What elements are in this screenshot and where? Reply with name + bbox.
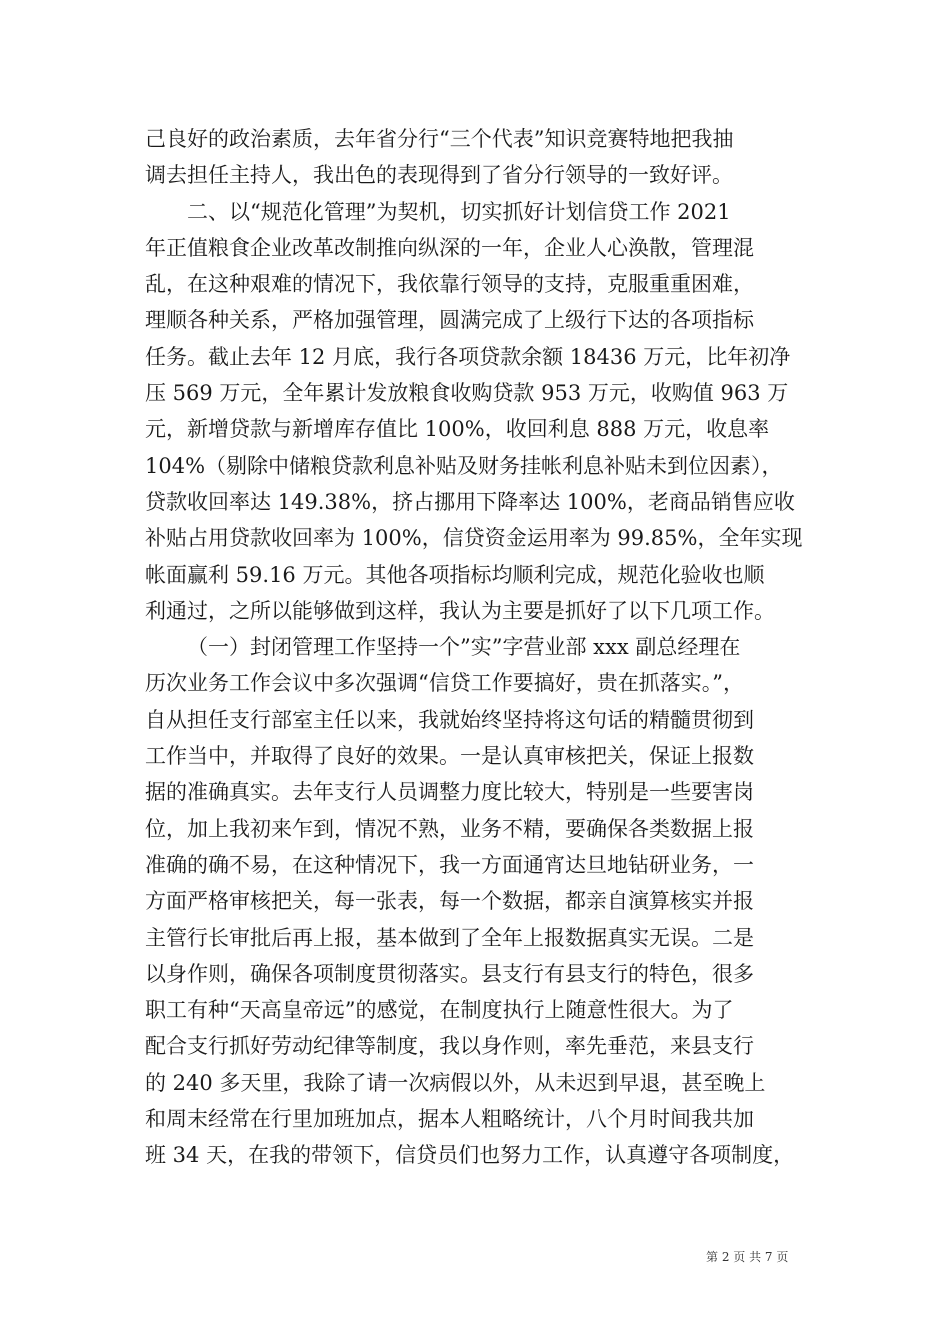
body-text	[145, 121, 815, 1174]
text-line: 年正值粮食企业改革改制推向纵深的一年，企业人心涣散，管理混	[145, 235, 754, 260]
text-line: 班 34 天，在我的带领下，信贷员们也努力工作，认真遵守各项制度，	[145, 1143, 795, 1168]
text-line: 补贴占用贷款收回率为 100%，信贷资金运用率为 99.85%，全年实现	[145, 526, 803, 551]
section-heading-line: 二、以“规范化管理”为契机，切实抓好计划信贷工作 2021	[187, 199, 731, 224]
text-line: 帐面赢利 59.16 万元。其他各项指标均顺利完成，规范化验收也顺	[145, 562, 765, 587]
text-line: 以身作则，确保各项制度贯彻落实。县支行有县支行的特色，很多	[145, 961, 754, 986]
subsection-heading-line: （一）封闭管理工作坚持一个”实”字营业部 xxx 副总经理在	[187, 635, 741, 660]
text-line: 元，新增贷款与新增库存值比 100%，收回利息 888 万元，收息率	[145, 417, 770, 442]
text-line: 自从担任支行部室主任以来，我就始终坚持将这句话的精髓贯彻到	[145, 707, 754, 732]
text-line: 位，加上我初来乍到，情况不熟，业务不精，要确保各类数据上报	[145, 816, 754, 841]
text-line: 任务。截止去年 12 月底，我行各项贷款余额 18436 万元，比年初净	[145, 344, 791, 369]
text-line: 配合支行抓好劳动纪律等制度，我以身作则，率先垂范，来县支行	[145, 1034, 754, 1059]
text-line: 调去担任主持人，我出色的表现得到了省分行领导的一致好评。	[145, 163, 733, 188]
text-line: 方面严格审核把关，每一张表，每一个数据，都亲自演算核实并报	[145, 889, 754, 914]
text-line: 准确的确不易，在这种情况下，我一方面通宵达旦地钻研业务，一	[145, 852, 754, 877]
page-number-footer: 第 2 页 共 7 页	[706, 1250, 789, 1264]
text-line: 和周末经常在行里加班加点，据本人粗略统计，八个月时间我共加	[145, 1107, 754, 1132]
text-line: 104%（剔除中储粮贷款利息补贴及财务挂帐利息补贴未到位因素），	[145, 453, 783, 478]
text-line: 贷款收回率达 149.38%，挤占挪用下降率达 100%，老商品销售应收	[145, 489, 795, 514]
text-line: 理顺各种关系，严格加强管理，圆满完成了上级行下达的各项指标	[145, 308, 754, 333]
text-line: 压 569 万元，全年累计发放粮食收购贷款 953 万元，收购值 963 万	[145, 381, 789, 406]
text-line: 据的准确真实。去年支行人员调整力度比较大，特别是一些要害岗	[145, 780, 754, 805]
text-line: 的 240 多天里，我除了请一次病假以外，从未迟到早退，甚至晚上	[145, 1070, 766, 1095]
text-line: 工作当中，并取得了良好的效果。一是认真审核把关，保证上报数	[145, 744, 754, 769]
text-line: 职工有种“天高皇帝远”的感觉，在制度执行上随意性很大。为了	[145, 998, 734, 1023]
text-line: 历次业务工作会议中多次强调“信贷工作要搞好，贵在抓落实。”，	[145, 671, 744, 696]
text-line: 主管行长审批后再上报，基本做到了全年上报数据真实无误。二是	[145, 925, 754, 950]
text-line: 乱，在这种艰难的情况下，我依靠行领导的支持，克服重重困难，	[145, 272, 754, 297]
text-line: 己良好的政治素质，去年省分行“三个代表”知识竞赛特地把我抽	[145, 127, 734, 151]
text-line: 利通过，之所以能够做到这样，我认为主要是抓好了以下几项工作。	[145, 598, 775, 623]
